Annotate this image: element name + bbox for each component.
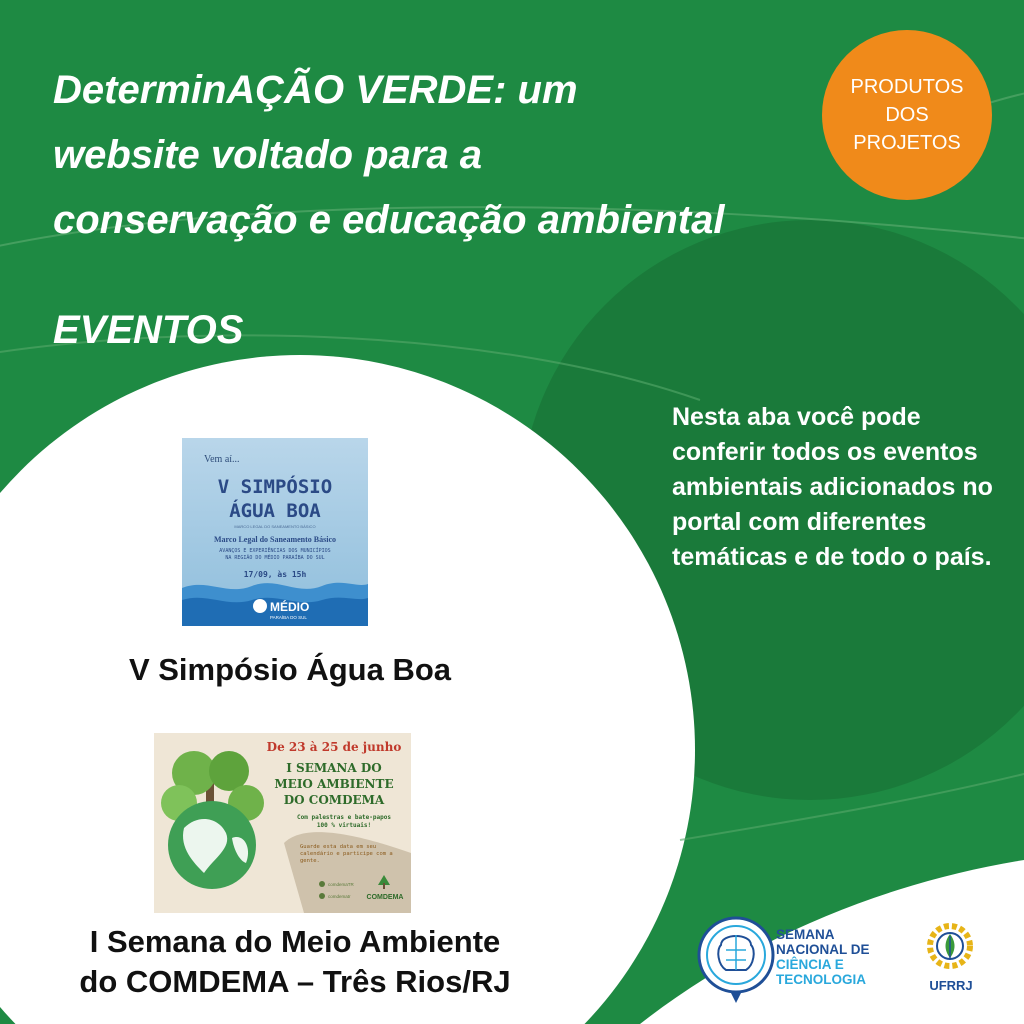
event-title-line: I Semana do Meio Ambiente xyxy=(89,924,501,959)
poster-logo-word: COMDEMA xyxy=(366,894,404,901)
poster-sub: 100 % virtuais! xyxy=(316,822,372,829)
poster-social: comdemaTR xyxy=(328,882,354,887)
poster-note: calendário e participe com a xyxy=(300,851,393,857)
ufrrj-label: UFRRJ xyxy=(929,978,973,993)
ufrrj-logo-icon xyxy=(922,918,978,974)
poster-heading: MEIO AMBIENTE xyxy=(274,777,394,791)
snct-line: SEMANA xyxy=(776,927,835,942)
poster-social: comdematr xyxy=(328,894,351,899)
event-title-comdema[interactable] xyxy=(20,922,570,1002)
badge-line: PROJETOS xyxy=(853,132,961,154)
poster-date: De 23 à 25 de junho xyxy=(266,740,402,754)
facebook-icon xyxy=(319,893,325,899)
poster-heading: ÁGUA BOA xyxy=(229,500,321,522)
poster-heading: DO COMDEMA xyxy=(283,793,385,807)
badge-line: DOS xyxy=(885,104,929,126)
event-poster-simposio[interactable] xyxy=(182,438,368,626)
poster-detail: AVANÇOS E EXPERIÊNCIAS DOS MUNICÍPIOS xyxy=(219,548,331,554)
instagram-icon xyxy=(319,881,325,887)
title-line: website voltado para a xyxy=(53,133,483,177)
event-poster-comdema[interactable] xyxy=(154,733,411,913)
snct-line: CIÊNCIA E xyxy=(776,957,844,972)
poster-tagline: MARCO LEGAL DO SANEAMENTO BÁSICO xyxy=(234,524,316,529)
poster-logo-sub: PARAÍBA DO SUL xyxy=(270,615,307,620)
tree-foliage xyxy=(209,751,249,791)
products-badge xyxy=(822,30,992,200)
poster-sub: Com palestras e bate-papos xyxy=(297,814,391,821)
poster-detail: NA REGIÃO DO MÉDIO PARAÍBA DO SUL xyxy=(225,555,325,561)
poster-subtitle: Marco Legal do Saneamento Básico xyxy=(213,535,337,544)
title-line: conservação e educação ambiental xyxy=(53,198,725,242)
badge-line: PRODUTOS xyxy=(850,76,964,98)
title-line: DeterminAÇÃO VERDE: um xyxy=(53,68,578,112)
snct-logo-text xyxy=(776,927,896,987)
page-title xyxy=(53,58,833,253)
snct-logo-icon xyxy=(696,915,776,1005)
poster-note: Guarde esta data em seu xyxy=(300,844,377,850)
snct-line: NACIONAL DE xyxy=(776,942,870,957)
badge-text xyxy=(832,73,982,157)
section-heading: EVENTOS xyxy=(53,308,244,352)
section-description: Nesta aba você pode conferir todos os eventos ambientais adicionados no portal com diferentes temáticas e de todo o país. xyxy=(672,403,993,571)
poster-note: gente. xyxy=(300,858,320,864)
event-title-line: do COMDEMA – Três Rios/RJ xyxy=(79,964,511,999)
drop-logo-icon xyxy=(253,599,267,613)
poster-logo-word: MÉDIO xyxy=(270,600,310,614)
poster-heading: I SEMANA DO xyxy=(286,761,382,775)
poster-heading: V SIMPÓSIO xyxy=(217,476,333,498)
snct-line: TECNOLOGIA xyxy=(776,972,866,987)
poster-kicker: Vem aí... xyxy=(204,454,240,465)
poster-date: 17/09, às 15h xyxy=(243,570,307,579)
event-title-simposio[interactable]: V Simpósio Água Boa xyxy=(128,652,452,687)
